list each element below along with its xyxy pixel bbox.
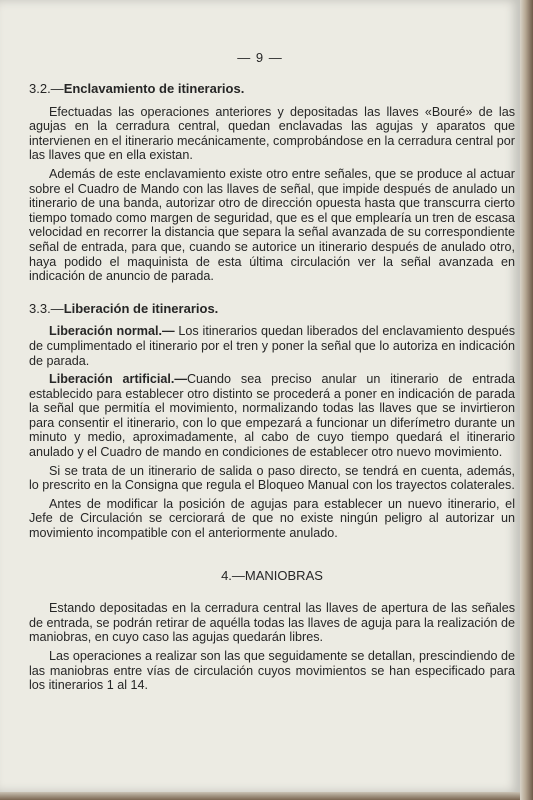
subheading: Liberación artificial.— [49, 372, 187, 387]
paragraph: Si se trata de un itinerario de salida o paso directo, se tendrá en cuenta, además, lo prescrito en la Consigna que regula el Bloqueo Manual con los trayectos colaterales. [29, 463, 515, 493]
paragraph: Además de este enclavamiento existe otro entre señales, que se produce al actuar sobre el Cuadro de Mando con las llaves de señal, que impide después de anulado un itinerario de una banda, autorizar otro de dirección opuesta hasta que transcurra cierto tiempo tomado como margen de seguridad, que es el que emplearía un tren de escasa velocidad en recorrer la distancia que separa la señal avanzada de su correspondiente señal de entrada, para que, cuando se autorice un itinerario después de anulado otro, haya podido el maquinista de esta última circulación ver la señal avanzada en indicación de anuncio de parada. [29, 166, 515, 284]
paragraph [29, 324, 515, 368]
paragraph: Efectuadas las operaciones anteriores y depositadas las llaves «Bouré» de las agujas en la cerradura central, quedan enclavadas las agujas y aparatos que intervienen en el itinerario mecánicamente, comprobándose en la cerradura central por las llaves que en ella existan. [29, 104, 515, 163]
section-4-heading: 4.—MANIOBRAS [221, 567, 323, 583]
paragraph-text: Los itinerarios quedan liberados del enclavamiento después de cumplimentado el itinerario por el tren y poner la señal que lo autoriza en indicación de parada. [29, 324, 515, 368]
book-spine [520, 0, 533, 800]
page-content [29, 82, 515, 693]
section-title: Liberación de itinerarios. [63, 300, 219, 316]
paragraph: Estando depositadas en la cerradura central las llaves de apertura de las señales de entrada, se podrán retirar de aquélla todas las llaves de aguja para la realización de maniobras, en cuyo caso las agujas quedarán libres. [29, 601, 515, 645]
paragraph-text: Cuando sea preciso anular un itinerario de entrada establecido para establecer otro distinto se procederá a poner en indicación de parada la señal que permitía el movimiento, normalizando todas las llaves que se invirtieron para consentir el itinerario, con lo que empezará a funcionar un diferímetro durante un minuto y medio, aproximadamente, al cabo de cuyo tiempo quedará el itinerario anulado y el Cuadro de mando en condiciones de establecer otro nuevo movimiento. [29, 372, 515, 460]
section-title: Enclavamiento de itinerarios. [63, 81, 245, 96]
page-number: — 9 — [237, 50, 283, 65]
page-bottom-edge [0, 792, 520, 800]
section-3-2-heading [29, 82, 515, 97]
subheading: Liberación normal.— [49, 324, 175, 339]
paragraph: Las operaciones a realizar son las que seguidamente se detallan, prescindiendo de las maniobras entre vías de circulación cuyos movimientos se han especificado para los itinerarios 1 al 14. [29, 649, 515, 693]
paragraph [29, 372, 515, 460]
section-number: 3.3.— [29, 300, 64, 316]
section-3-3-heading [29, 302, 515, 317]
paragraph: Antes de modificar la posición de agujas para establecer un nuevo itinerario, el Jefe de Circulación se cerciorará de que no existe ningún peligro al autorizar un movimiento incompatible con el anteriormente anulado. [29, 496, 515, 541]
section-number: 3.2.— [29, 81, 64, 96]
